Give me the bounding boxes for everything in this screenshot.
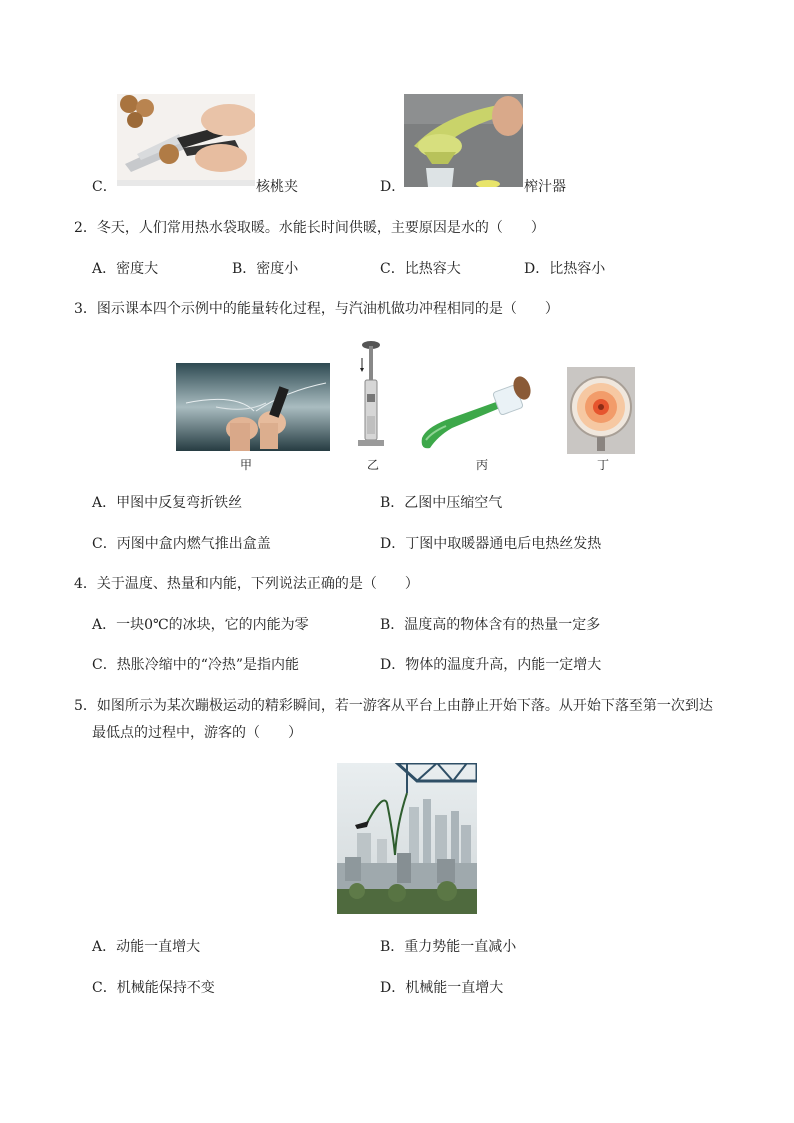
q2-option-d[interactable]: D．比热容小 xyxy=(524,261,606,277)
caption-bing: 丙 xyxy=(476,458,489,472)
q3-option-a[interactable]: A．甲图中反复弯折铁丝 xyxy=(92,495,243,511)
caption-ding: 丁 xyxy=(597,458,610,472)
q5-option-b[interactable]: B．重力势能一直减小 xyxy=(380,939,517,955)
question-4-stem: 4．关于温度、热量和内能，下列说法正确的是（ ） xyxy=(74,576,419,592)
q5-option-a[interactable]: A．动能一直增大 xyxy=(92,939,201,955)
bending-wire-image xyxy=(176,363,330,451)
combustion-box-image xyxy=(416,374,534,452)
q3-option-b[interactable]: B．乙图中压缩空气 xyxy=(380,495,503,511)
caption-jia: 甲 xyxy=(240,458,253,472)
question-3-stem: 3．图示课本四个示例中的能量转化过程，与汽油机做功冲程相同的是（ ） xyxy=(74,301,559,317)
option-c-label: C． xyxy=(92,179,117,195)
question-5-stem-line2: 最低点的过程中，游客的（ ） xyxy=(92,725,302,741)
question-2-stem: 2．冬天，人们常用热水袋取暖。水能长时间供暖，主要原因是水的（ ） xyxy=(74,220,545,236)
q5-option-d[interactable]: D．机械能一直增大 xyxy=(380,980,504,996)
q4-option-c[interactable]: C．热胀冷缩中的“冷热”是指内能 xyxy=(92,657,300,673)
q4-option-d[interactable]: D．物体的温度升高，内能一定增大 xyxy=(380,657,602,673)
caption-yi: 乙 xyxy=(367,458,380,472)
option-d-text: 榨汁器 xyxy=(524,179,566,195)
air-compression-image xyxy=(356,340,386,448)
question-5-stem-line1: 5．如图所示为某次蹦极运动的精彩瞬间，若一游客从平台上由静止开始下落。从开始下落至第一次到达 xyxy=(74,698,713,714)
bungee-jump-image xyxy=(337,763,477,914)
option-d-label: D． xyxy=(380,179,406,195)
option-c-text: 核桃夹 xyxy=(256,179,298,195)
q4-option-a[interactable]: A．一块0℃的冰块，它的内能为零 xyxy=(92,617,309,633)
juicer-image xyxy=(404,94,523,187)
q3-option-c[interactable]: C．丙图中盒内燃气推出盒盖 xyxy=(92,536,271,552)
q3-option-d[interactable]: D．丁图中取暖器通电后电热丝发热 xyxy=(380,536,602,552)
q2-option-b[interactable]: B．密度小 xyxy=(232,261,299,277)
q2-option-a[interactable]: A．密度大 xyxy=(92,261,159,277)
q4-option-b[interactable]: B．温度高的物体含有的热量一定多 xyxy=(380,617,601,633)
heater-image xyxy=(567,367,635,454)
nutcracker-image xyxy=(117,94,255,186)
q5-option-c[interactable]: C．机械能保持不变 xyxy=(92,980,215,996)
q2-option-c[interactable]: C．比热容大 xyxy=(380,261,461,277)
